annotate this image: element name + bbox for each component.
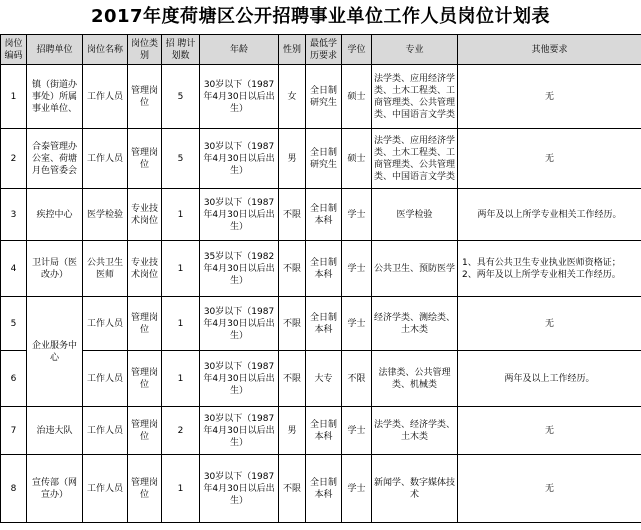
position-cell: 公共卫生医师 xyxy=(83,241,128,297)
code-cell: 7 xyxy=(1,407,27,455)
count-cell: 1 xyxy=(162,351,200,407)
degree-cell: 学士 xyxy=(342,241,372,297)
education-cell: 全日制研究生 xyxy=(306,129,342,189)
requirement-line: 1、具有公共卫生专业执业医师资格证； xyxy=(462,257,621,268)
education-cell: 全日制本科 xyxy=(306,189,342,241)
code-cell: 5 xyxy=(1,297,27,351)
table-row xyxy=(1,407,641,455)
code-cell: 8 xyxy=(1,455,27,523)
count-cell: 5 xyxy=(162,129,200,189)
unit-cell: 疾控中心 xyxy=(27,189,83,241)
education-cell: 全日制本科 xyxy=(306,407,342,455)
header-cell: 岗位编码 xyxy=(1,35,27,65)
header-cell: 专业 xyxy=(372,35,458,65)
position-cell: 工作人员 xyxy=(83,351,128,407)
degree-cell: 学士 xyxy=(342,407,372,455)
position-cell: 工作人员 xyxy=(83,297,128,351)
other-requirements-cell: 无 xyxy=(458,297,641,351)
other-requirements-cell: 两年及以上工作经历。 xyxy=(458,351,641,407)
age-cell: 30岁以下（1987年4月30日以后出生） xyxy=(200,129,279,189)
degree-cell: 学士 xyxy=(342,455,372,523)
major-cell: 经济学类、测绘类、土木类 xyxy=(372,297,458,351)
category-cell: 管理岗位 xyxy=(128,129,162,189)
header-cell: 年龄 xyxy=(200,35,279,65)
gender-cell: 不限 xyxy=(279,351,306,407)
job-plan-table xyxy=(0,34,641,523)
code-cell: 2 xyxy=(1,129,27,189)
category-cell: 管理岗位 xyxy=(128,455,162,523)
age-cell: 30岁以下（1987年4月30日以后出生） xyxy=(200,189,279,241)
table-row xyxy=(1,297,641,351)
category-cell: 管理岗位 xyxy=(128,351,162,407)
major-cell: 法律类、公共管理类、机械类 xyxy=(372,351,458,407)
count-cell: 1 xyxy=(162,189,200,241)
header-cell: 岗位名称 xyxy=(83,35,128,65)
code-cell: 3 xyxy=(1,189,27,241)
header-cell: 岗位类别 xyxy=(128,35,162,65)
table-row xyxy=(1,65,641,129)
gender-cell: 不限 xyxy=(279,189,306,241)
header-cell: 最低学历要求 xyxy=(306,35,342,65)
count-cell: 1 xyxy=(162,455,200,523)
major-cell: 公共卫生、预防医学 xyxy=(372,241,458,297)
degree-cell: 硕士 xyxy=(342,129,372,189)
age-cell: 30岁以下（1987年4月30日以后出生） xyxy=(200,407,279,455)
code-cell: 1 xyxy=(1,65,27,129)
category-cell: 管理岗位 xyxy=(128,407,162,455)
position-cell: 医学检验 xyxy=(83,189,128,241)
education-cell: 全日制本科 xyxy=(306,297,342,351)
gender-cell: 男 xyxy=(279,129,306,189)
header-cell: 性别 xyxy=(279,35,306,65)
category-cell: 管理岗位 xyxy=(128,297,162,351)
header-cell: 其他要求 xyxy=(458,35,641,65)
education-cell: 大专 xyxy=(306,351,342,407)
age-cell: 30岁以下（1987年4月30日以后出生） xyxy=(200,65,279,129)
count-cell: 5 xyxy=(162,65,200,129)
education-cell: 全日制本科 xyxy=(306,241,342,297)
degree-cell: 学士 xyxy=(342,297,372,351)
table-row xyxy=(1,129,641,189)
other-requirements-cell xyxy=(458,241,641,297)
count-cell: 1 xyxy=(162,297,200,351)
position-cell: 工作人员 xyxy=(83,455,128,523)
header-cell: 学位 xyxy=(342,35,372,65)
age-cell: 30岁以下（1987年4月30日以后出生） xyxy=(200,297,279,351)
count-cell: 2 xyxy=(162,407,200,455)
education-cell: 全日制本科 xyxy=(306,455,342,523)
other-requirements-cell: 两年及以上所学专业相关工作经历。 xyxy=(458,189,641,241)
other-requirements-cell: 无 xyxy=(458,455,641,523)
code-cell: 4 xyxy=(1,241,27,297)
table-row xyxy=(1,351,641,407)
degree-cell: 硕士 xyxy=(342,65,372,129)
table-row xyxy=(1,455,641,523)
position-cell: 工作人员 xyxy=(83,129,128,189)
category-cell: 专业技术岗位 xyxy=(128,241,162,297)
header-row xyxy=(1,35,641,65)
category-cell: 管理岗位 xyxy=(128,65,162,129)
major-cell: 法学类、应用经济学类、土木工程类、工商管理类、公共管理类、中国语言文学类 xyxy=(372,129,458,189)
count-cell: 1 xyxy=(162,241,200,297)
page-title: 2017年度荷塘区公开招聘事业单位工作人员岗位计划表 xyxy=(90,6,551,27)
requirement-line: 2、两年及以上所学专业相关工作经历。 xyxy=(462,269,621,280)
degree-cell: 不限 xyxy=(342,351,372,407)
gender-cell: 不限 xyxy=(279,241,306,297)
age-cell: 30岁以下（1987年4月30日以后出生） xyxy=(200,351,279,407)
gender-cell: 不限 xyxy=(279,297,306,351)
unit-cell: 宣传部（网宣办） xyxy=(27,455,83,523)
table-row xyxy=(1,241,641,297)
gender-cell: 男 xyxy=(279,407,306,455)
major-cell: 新闻学、数字媒体技术 xyxy=(372,455,458,523)
age-cell: 35岁以下（1982年4月30日以后出生） xyxy=(200,241,279,297)
other-requirements-cell: 无 xyxy=(458,407,641,455)
header-cell: 招 聘计划数 xyxy=(162,35,200,65)
major-cell: 医学检验 xyxy=(372,189,458,241)
major-cell: 法学类、经济学类、土木类 xyxy=(372,407,458,455)
gender-cell: 不限 xyxy=(279,455,306,523)
other-requirements-cell: 无 xyxy=(458,129,641,189)
age-cell: 30岁以下（1987年4月30日以后出生） xyxy=(200,455,279,523)
degree-cell: 学士 xyxy=(342,189,372,241)
position-cell: 工作人员 xyxy=(83,65,128,129)
unit-cell: 治违大队 xyxy=(27,407,83,455)
education-cell: 全日制研究生 xyxy=(306,65,342,129)
major-cell: 法学类、应用经济学类、土木工程类、工商管理类、公共管理类、中国语言文学类 xyxy=(372,65,458,129)
unit-cell: 卫计局（医改办） xyxy=(27,241,83,297)
code-cell: 6 xyxy=(1,351,27,407)
unit-cell: 镇（街道办事处）所属事业单位、 xyxy=(27,65,83,129)
position-cell: 工作人员 xyxy=(83,407,128,455)
unit-cell: 合泰管理办公室、荷塘月色管委会 xyxy=(27,129,83,189)
gender-cell: 女 xyxy=(279,65,306,129)
other-requirements-cell: 无 xyxy=(458,65,641,129)
header-cell: 招聘单位 xyxy=(27,35,83,65)
category-cell: 专业技术岗位 xyxy=(128,189,162,241)
table-row xyxy=(1,189,641,241)
unit-cell: 企业服务中心 xyxy=(27,297,83,407)
